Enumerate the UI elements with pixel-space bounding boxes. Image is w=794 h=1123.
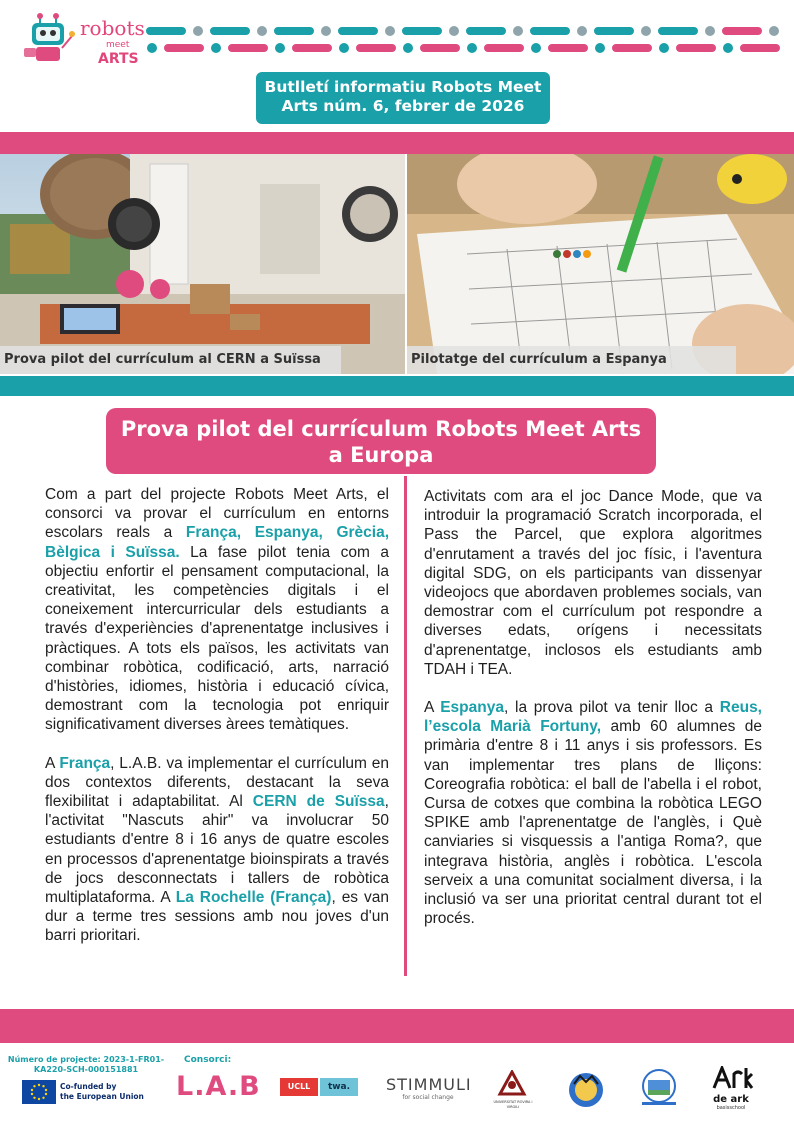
urv-text: UNIVERSITAT ROVIRA i VIRGILI bbox=[493, 1100, 533, 1109]
stimmuli-text: STIMMULI bbox=[386, 1075, 472, 1094]
decorative-dash-row-bottom bbox=[146, 43, 786, 53]
logo-text-meet: meet bbox=[106, 40, 130, 50]
right-paragraph-1: Activitats com ara el joc Dance Mode, que va introduir la programació Scratch incorporada, el Pass the Parcel, que explora algoritmes d'enrutament a través del joc físic, i l'aventura digital SDG, on els participants van dissenyar videojocs que abordaven problemes socials, van demostrar com el currículum pot respondre a diverses edats, orígens i necessitats d'aprenentatge, inclosos els estudiants amb TDAH i TEA. bbox=[424, 488, 762, 678]
text-span: Com a part del projecte Robots Meet Arts, el consorci va provar el currículum en entorns escolars reals a bbox=[45, 486, 389, 542]
left-column bbox=[45, 485, 389, 965]
de-ark-subtext: basisschool bbox=[716, 1105, 746, 1111]
logo-text-robots: robots bbox=[80, 16, 145, 40]
text-span: A bbox=[45, 754, 60, 772]
highlight-franca: França bbox=[59, 754, 111, 772]
robots-meet-arts-logo bbox=[14, 10, 144, 72]
partner-logo-de-ark bbox=[708, 1066, 754, 1110]
robot-icon bbox=[18, 12, 76, 70]
partner-logo-lab: L.A.B bbox=[176, 1071, 261, 1102]
partner-logo-school-badge bbox=[636, 1068, 682, 1108]
de-ark-text: de ark bbox=[713, 1094, 749, 1105]
twa-logo: twa. bbox=[320, 1078, 358, 1096]
partner-logo-urv bbox=[492, 1070, 534, 1110]
right-column bbox=[424, 487, 762, 947]
right-paragraph-2 bbox=[424, 698, 762, 928]
eu-text bbox=[60, 1082, 144, 1101]
photo-cern bbox=[0, 154, 405, 374]
urv-emblem-icon bbox=[492, 1070, 534, 1096]
stimmuli-subtext: for social change bbox=[402, 1094, 454, 1101]
highlight-cern: CERN de Suïssa bbox=[252, 793, 385, 811]
text-span: A bbox=[424, 699, 441, 717]
eu-text-line1: Co-funded by bbox=[60, 1082, 117, 1091]
text-span: , L.A.B. va implementar el currículum en dos contextos diferents, destacant la seva flexibilitat i adaptabilitat. Al bbox=[45, 754, 389, 811]
project-number: Número de projecte: 2023-1-FR01-KA220-SCH-000151881 bbox=[7, 1055, 165, 1074]
consortium-label: Consorci: bbox=[184, 1055, 232, 1065]
eu-text-line2: the European Union bbox=[60, 1091, 144, 1101]
text-span: La fase pilot tenia com a objectiu enfortir el pensament computacional, la creativitat, les competències digitals i el coneixement intercurricular dels estudiants a través d'experiències d'aprenentatge inclusives i pràctiques. A tots els països, les activitats van combinar robòtica, codificació, arts, narració d'històries, idiomes, història i educació cívica, demostrant com la tecnologia pot enriquir significativament diverses àrees temàtiques. bbox=[45, 543, 389, 734]
eu-cofunded-logo bbox=[22, 1080, 172, 1104]
decorative-dash-row-top bbox=[146, 26, 786, 36]
bulletin-title: Butlletí informatiu Robots Meet Arts núm. 6, febrer de 2026 bbox=[256, 72, 550, 124]
cern-photo-image bbox=[0, 154, 405, 374]
text-span: amb 60 alumnes de primària d'entre 8 i 11 anys i sis professors. Es van implementar tres plans de lliçons: Coreografia robòtica: el ball de l'abella i el robot, Cursa de cotxes que combina la robòtica LEGO SPIKE amb l'aprenentatge de l'anglès, i Què canviaries si visquessis a l'antiga Roma?, que integrava història, anglès i robòtica. L'escola serveix a una comunitat socialment diversa, i la inclusió va ser una prioritat central durant tot el procés. bbox=[424, 718, 762, 928]
school-badge-icon bbox=[636, 1068, 682, 1108]
highlight-la-rochelle: La Rochelle (França) bbox=[175, 889, 332, 907]
logo-text-arts: ARTS bbox=[98, 51, 139, 67]
highlight-countries: França, Espanya, Grècia, Bèlgica i Suïssa. bbox=[45, 524, 390, 561]
highlight-espanya: Espanya bbox=[440, 699, 504, 717]
left-paragraph-2 bbox=[45, 754, 389, 946]
pink-band-top bbox=[0, 132, 794, 154]
left-paragraph-1 bbox=[45, 485, 389, 735]
spain-photo-image bbox=[407, 154, 794, 374]
ark-icon bbox=[708, 1066, 754, 1090]
photo-caption-cern: Prova pilot del currículum al CERN a Suïssa bbox=[0, 346, 341, 374]
pink-band-bottom bbox=[0, 1009, 794, 1043]
photo-caption-spain: Pilotatge del currículum a Espanya bbox=[407, 346, 736, 374]
text-span: , l'activitat "Nascuts ahir" va involucrar 50 estudiants d'entre 8 i 16 anys de quatre escoles en processos d'aprenentatge bioinspirats a través de jocs desconnectats i tallers de robòtica multiplataforma. A bbox=[45, 793, 389, 907]
text-span: , es van dur a terme tres sessions amb nou joves d'un barri prioritari. bbox=[45, 889, 389, 945]
ucll-logo: UCLL bbox=[280, 1078, 318, 1096]
text-span: , la prova pilot va tenir lloc a bbox=[503, 699, 720, 717]
school-crest-icon bbox=[566, 1070, 606, 1110]
eu-flag-icon bbox=[22, 1080, 56, 1104]
section-title: Prova pilot del currículum Robots Meet Arts a Europa bbox=[106, 408, 656, 474]
highlight-reus: Reus, l’escola Marià Fortuny, bbox=[424, 699, 762, 736]
teal-band bbox=[0, 376, 794, 396]
column-divider bbox=[404, 476, 407, 976]
partner-logo-school-crest bbox=[566, 1070, 606, 1110]
photo-spain bbox=[407, 154, 794, 374]
partner-logo-ucll-twa bbox=[280, 1078, 358, 1096]
partner-logo-stimmuli bbox=[386, 1076, 470, 1106]
